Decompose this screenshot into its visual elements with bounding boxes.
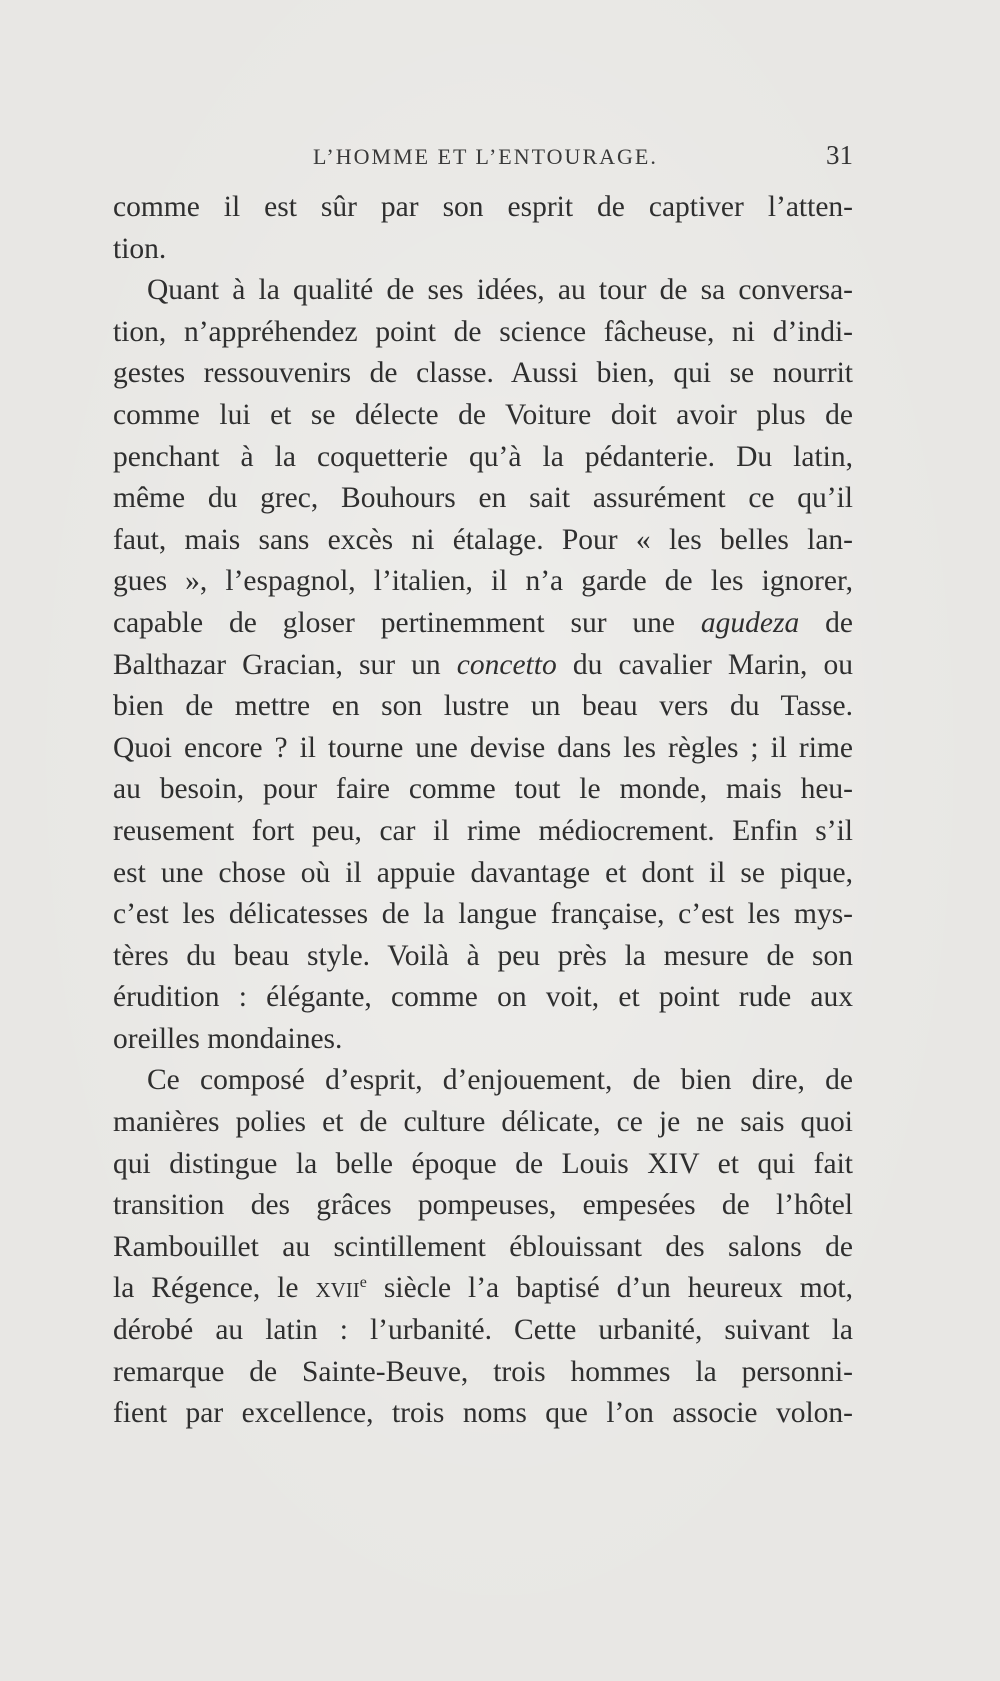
text-line (113, 645, 853, 687)
italic-term-concetto: concetto (456, 648, 557, 681)
paragraph-start-line: Quant à la qualité de ses idées, au tour de sa conversa- (147, 274, 853, 307)
paragraph-start-line: Ce composé d’esprit, d’enjouement, de bien dire, de (147, 1064, 853, 1097)
text-line: même du grec, Bouhours en sait assurément ce qu’il (113, 482, 853, 515)
superscript-e: e (359, 1274, 367, 1292)
text-line: au besoin, pour faire comme tout le monde, mais heu- (113, 773, 853, 806)
text-line: remarque de Sainte-Beuve, trois hommes la personni- (113, 1355, 853, 1388)
text-line: Rambouillet au scintillement éblouissant des salons de (113, 1230, 853, 1263)
text-line: transition des grâces pompeuses, empesées de l’hôtel (113, 1189, 853, 1222)
text-line: reusement fort peu, car il rime médiocrement. Enfin s’il (113, 814, 853, 847)
text-line: qui distingue la belle époque de Louis XIV et qui fait (113, 1147, 853, 1180)
text-run: la Régence, le (113, 1272, 316, 1305)
text-line: tion. (113, 232, 167, 265)
text-line: faut, mais sans excès ni étalage. Pour « les belles lan- (113, 523, 853, 556)
text-line (113, 603, 853, 645)
text-line: gestes ressouvenirs de classe. Aussi bien, qui se nourrit (113, 357, 853, 390)
text-line: comme il est sûr par son esprit de captiver l’atten- (113, 191, 853, 223)
body-text (113, 187, 853, 1435)
text-run: Balthazar Gracian, sur un (113, 648, 457, 681)
text-line: tion, n’appréhendez point de science fâcheuse, ni d’indi- (113, 315, 853, 348)
text-line: gues », l’espagnol, l’italien, il n’a garde de les ignorer, (113, 565, 853, 598)
century-numeral: xvii (315, 1272, 360, 1305)
text-line: bien de mettre en son lustre un beau vers du Tasse. (113, 690, 853, 723)
italic-term-agudeza: agudeza (700, 606, 800, 639)
text-line: érudition : élégante, comme on voit, et point rude aux (113, 981, 853, 1014)
running-head (113, 140, 853, 176)
text-run: de (799, 606, 853, 639)
text-run: du cavalier Marin, ou (556, 648, 853, 681)
text-line: penchant à la coquetterie qu’à la pédanterie. Du latin, (113, 440, 853, 473)
text-line: c’est les délicatesses de la langue française, c’est les mys- (113, 898, 853, 931)
text-line: oreilles mondaines. (113, 1022, 343, 1055)
text-line: dérobé au latin : l’urbanité. Cette urbanité, suivant la (113, 1314, 853, 1347)
text-run: siècle l’a baptisé d’un heureux mot, (366, 1272, 853, 1305)
text-line: Quoi encore ? il tourne une devise dans les règles ; il rime (113, 731, 853, 764)
text-line: comme lui et se délecte de Voiture doit avoir plus de (113, 398, 853, 431)
text-line (113, 1268, 853, 1310)
running-title: L’HOMME ET L’ENTOURAGE. (313, 144, 658, 169)
page-number: 31 (826, 140, 853, 170)
text-line: manières polies et de culture délicate, ce je ne sais quoi (113, 1106, 853, 1139)
text-line: tères du beau style. Voilà à peu près la mesure de son (113, 939, 853, 972)
text-line: est une chose où il appuie davantage et dont il se pique, (113, 856, 853, 889)
text-line: fient par excellence, trois noms que l’on associe volon- (113, 1397, 853, 1430)
text-run: capable de gloser pertinemment sur une (113, 606, 701, 639)
